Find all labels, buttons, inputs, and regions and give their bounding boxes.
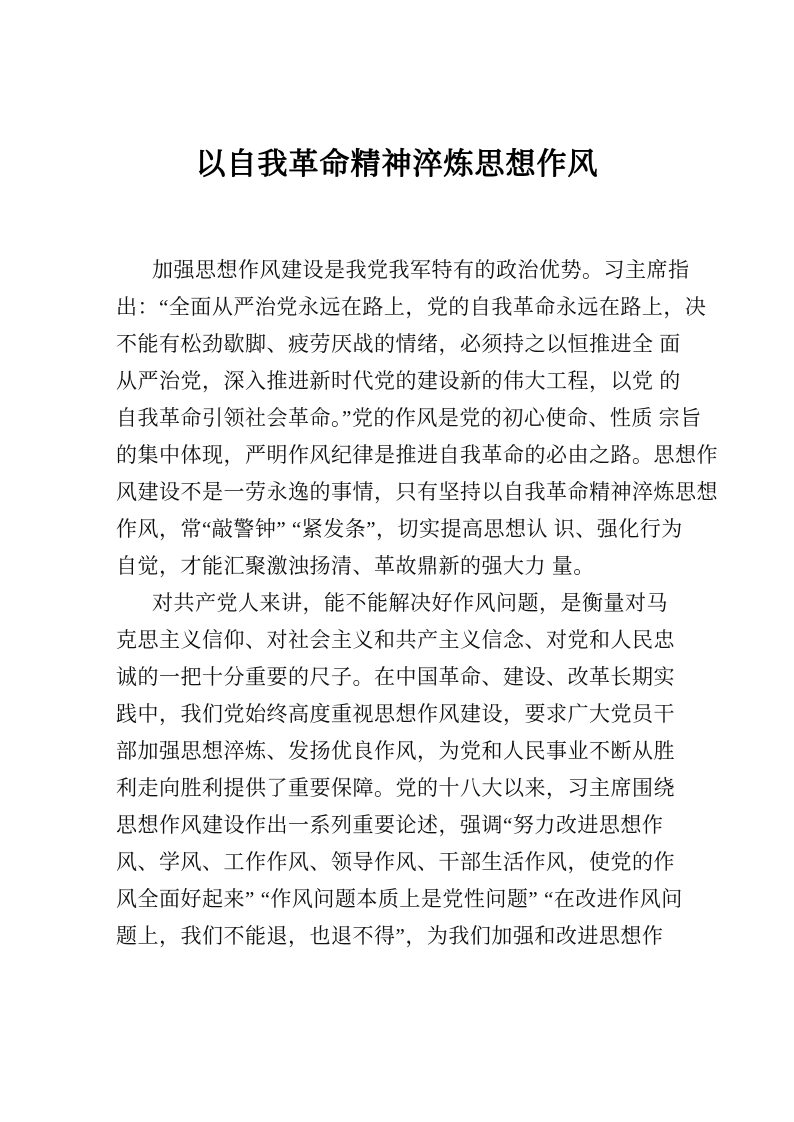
text-line: 作风，常“敲警钟” “紧发条”，切实提高思想认 识、强化行为 [116,517,683,541]
text-line: 部加强思想淬炼、发扬优良作风，为党和人民事业不断从胜 [116,739,675,763]
document-body [116,252,718,955]
text-line: 践中，我们党始终高度重视思想作风建设，要求广大党员干 [116,702,675,726]
text-line: 诚的一把十分重要的尺子。在中国革命、建设、改革长期实 [116,665,675,689]
text-line: 加强思想作风建设是我党我军特有的政治优势。习主席指 [152,258,690,282]
text-line: 风全面好起来” “作风问题本质上是党性问题” “在改进作风问 [116,887,683,911]
paragraph [116,585,704,955]
text-line: 风建设不是一劳永逸的事情，只有坚持以自我革命精神淬炼思想 [116,480,718,504]
text-line: 不能有松劲歇脚、疲劳厌战的情绪，必须持之以恒推进全 面 [116,332,681,356]
text-line: 的集中体现，严明作风纪律是推进自我革命的必由之路。思想作 [116,443,718,467]
text-line: 思想作风建设作出一系列重要论述，强调“努力改进思想作 [116,813,664,837]
text-line: 克思主义信仰、对社会主义和共产主义信念、对党和人民忠 [116,628,675,652]
text-line: 题上，我们不能退，也退不得”，为我们加强和改进思想作 [116,924,664,948]
text-line: 对共产党人来讲，能不能解决好作风问题，是衡量对马 [152,591,668,615]
paragraph [116,252,718,585]
text-line: 自觉，才能汇聚激浊扬清、革故鼎新的强大力 量。 [116,554,595,578]
text-line: 风、学风、工作作风、领导作风、干部生活作风，使党的作 [116,850,675,874]
text-line: 自我革命引领社会革命。”党的作风是党的初心使命、性质 宗旨 [116,406,702,430]
text-line: 出：“全面从严治党永远在路上，党的自我革命永远在路上，决 [116,295,707,319]
text-line: 利走向胜利提供了重要保障。党的十八大以来，习主席围绕 [116,776,675,800]
text-line: 从严治党，深入推进新时代党的建设新的伟大工程，以党 的 [116,369,681,393]
document-title: 以自我革命精神淬炼思想作风 [195,148,599,181]
